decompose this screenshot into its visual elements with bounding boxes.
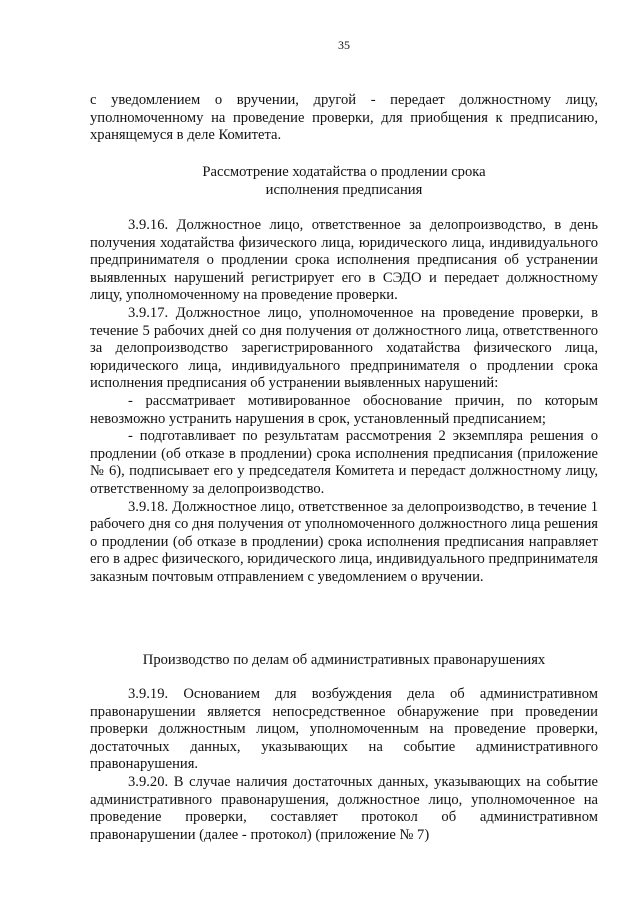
paragraph-3-9-19: 3.9.19. Основанием для возбуждения дела об административном правонарушении является непосредственное обнаружение при проведении проверки должностным лицом, уполномоченным на проведение проверки, достаточных данных, указывающих на событие административного правонарушения. <box>90 686 598 773</box>
extension-section-body <box>90 217 598 586</box>
continuation-block <box>90 92 598 145</box>
heading-line: Рассмотрение ходатайства о продлении срока <box>202 164 486 180</box>
section-heading-administrative <box>90 652 598 670</box>
administrative-section-body <box>90 686 598 844</box>
paragraph-3-9-16: 3.9.16. Должностное лицо, ответственное за делопроизводство, в день получения ходатайства физического лица, юридического лица, индивидуального предпринимателя о продлении срока исполнения предписания об устранении выявленных нарушений регистрирует его в СЭДО и передает должностному лицу, уполномоченному на проведение проверки. <box>90 217 598 304</box>
list-item: - подготавливает по результатам рассмотрения 2 экземпляра решения о продлении (об отказе в продлении) срока исполнения предписания (приложение № 6), подписывает его у председателя Комитета и передаст должностному лицу, ответственному за делопроизводство. <box>90 428 598 497</box>
continuation-paragraph: с уведомлением о вручении, другой - передает должностному лицу, уполномоченному на проведение проверки, для приобщения к предписанию, хранящемуся в деле Комитета. <box>90 92 598 144</box>
paragraph-3-9-18: 3.9.18. Должностное лицо, ответственное за делопроизводство, в течение 1 рабочего дня со дня получения от уполномоченного должностного лица решения о продлении (об отказе в продлении) срока исполнения предписания направляет его в адрес физического, юридического лица, индивидуального предпринимателя заказным почтовым отправлением с уведомлением о вручении. <box>90 498 598 585</box>
list-item: - рассматривает мотивированное обоснование причин, по которым невозможно устранить нарушения в срок, установленный предписанием; <box>90 392 598 427</box>
paragraph-3-9-20: 3.9.20. В случае наличия достаточных данных, указывающих на событие административного правонарушения, должностное лицо, уполномоченное на проведение проверки, составляет протокол об административном правонарушении (далее - протокол) (приложение № 7) <box>90 773 598 843</box>
document-page <box>90 0 598 905</box>
heading-line: Производство по делам об административных правонарушениях <box>142 652 546 668</box>
paragraph-3-9-17: 3.9.17. Должностное лицо, уполномоченное на проведение проверки, в течение 5 рабочих дней со дня получения от должностного лица, ответственного за делопроизводство зарегистрированного ходатайства физического лица, юридического лица, индивидуального предпринимателя о продлении срока исполнения предписания об устранении выявленных нарушений: <box>90 304 598 392</box>
section-heading-extension <box>90 164 598 199</box>
heading-line: исполнения предписания <box>265 181 423 198</box>
page-number: 35 <box>338 38 350 52</box>
